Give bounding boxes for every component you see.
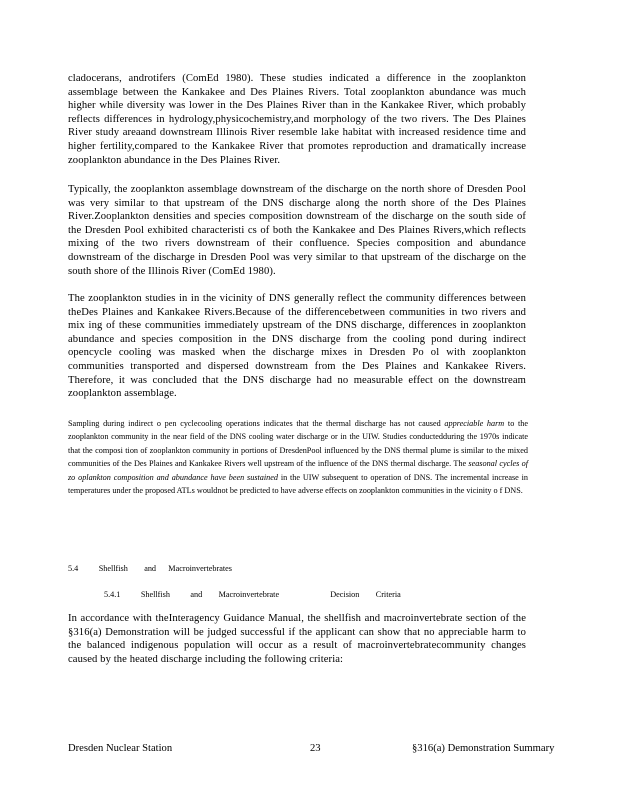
- sampling-text-appreciable-harm: appreciable harm: [444, 419, 505, 428]
- sampling-text-c: to the zooplankton community in the near field of the DNS cooling water discharge or in the UIW. Studies conductedduring the 1970s indicate that the composi tion of zooplankton community in portions of DresdenPool influenced by the DNS thermal plume is similar to the mixed communities of the Des Plaines and Kankakee Rivers well upstream of the influence of the DNS thermal discharge. The: [68, 419, 528, 469]
- paragraph-in-accordance: In accordance with theInteragency Guidance Manual, the shellfish and macroinvertebrate section of the §316(a) Demonstration will be judged successful if the applicant can show that no appreciable harm to the balanced indigenous population will occur as a result of macroinvertebratecommunity changes caused by the heated discharge including the following criteria:: [68, 613, 526, 665]
- footer-page-number: 23: [310, 743, 321, 754]
- paragraph-sampling: [68, 417, 528, 497]
- section-heading-5-4: 5.4 Shellfish and Macroinvertebrates: [68, 564, 232, 573]
- paragraph-zooplankton-studies: The zooplankton studies in in the vicinity of DNS generally reflect the community differences between theDes Plaines and Kankakee Rivers.Because of the differencebetween communities in two rivers and mix ing of these communities immediately upstream of the DNS discharge, differences in zooplankton abundance and species composition in the DNS discharge from the cooling pond during indirect opencycle cooling was masked when the discharge mixes in Dresden Po ol with zooplankton communities transported and dispersed downstream from the Des Plaines and Kankakee Rivers. Therefore, it was concluded that the DNS discharge had no measurable effect on the downstream zooplankton assemblage.: [68, 293, 526, 400]
- sampling-text-e: in the UIW subsequent to operation of DNS. The incremental increase in temperatures under the proposed ATLs wouldnot be predicted to have adverse effects on zooplankton communities in the vicinity o f DNS.: [68, 472, 528, 496]
- footer-document-title: §316(a) Demonstration Summary: [412, 743, 555, 754]
- paragraph-zooplankton-assemblage: cladocerans, androtifers (ComEd 1980). These studies indicated a difference in the zooplankton assemblage between the Kankakee and Des Plaines Rivers. Total zooplankton abundance was much higher while diversity was lower in the Des Plaines River than in the Kankakee River, which probably reflects differences in hydrology,physicochemistry,and morphology of the two rivers. The Des Plaines River study areaand downstream Illinois River resemble lake habitat with increased residence time and higher fertility,compared to the Kankakee River that promotes reproduction and dramatically increase zooplankton abundance in the Des Plaines River.: [68, 73, 526, 166]
- footer-station-name: Dresden Nuclear Station: [68, 743, 173, 754]
- sampling-text-a: Sampling during indirect o pen cyclecooling operations indicates that the thermal discharge has not caused: [68, 419, 441, 428]
- sampling-text-seasonal-cycles: seasonal cycles of zo oplankton composition and abundance have been sustained: [68, 459, 528, 482]
- section-heading-5-4-1: 5.4.1 Shellfish and Macroinvertebrate Decision Criteria: [104, 590, 401, 599]
- paragraph-typically: Typically, the zooplankton assemblage downstream of the discharge on the north shore of Dresden Pool was very similar to that upstream of the DNS discharge along the north shore of the Des Plaines River.Zooplankton densities and species composition downstream of the discharge on the south side of the Dresden Pool exhibited characteristi cs of both the Kankakee and Des Plaines Rivers,which reflects mixing of the two rivers downstream of their confluence. Species composition and abundance downstream of the discharge in Dresden Pool was very similar to that upstream of the discharge on the south shore of the Illinois River (ComEd 1980).: [68, 184, 526, 277]
